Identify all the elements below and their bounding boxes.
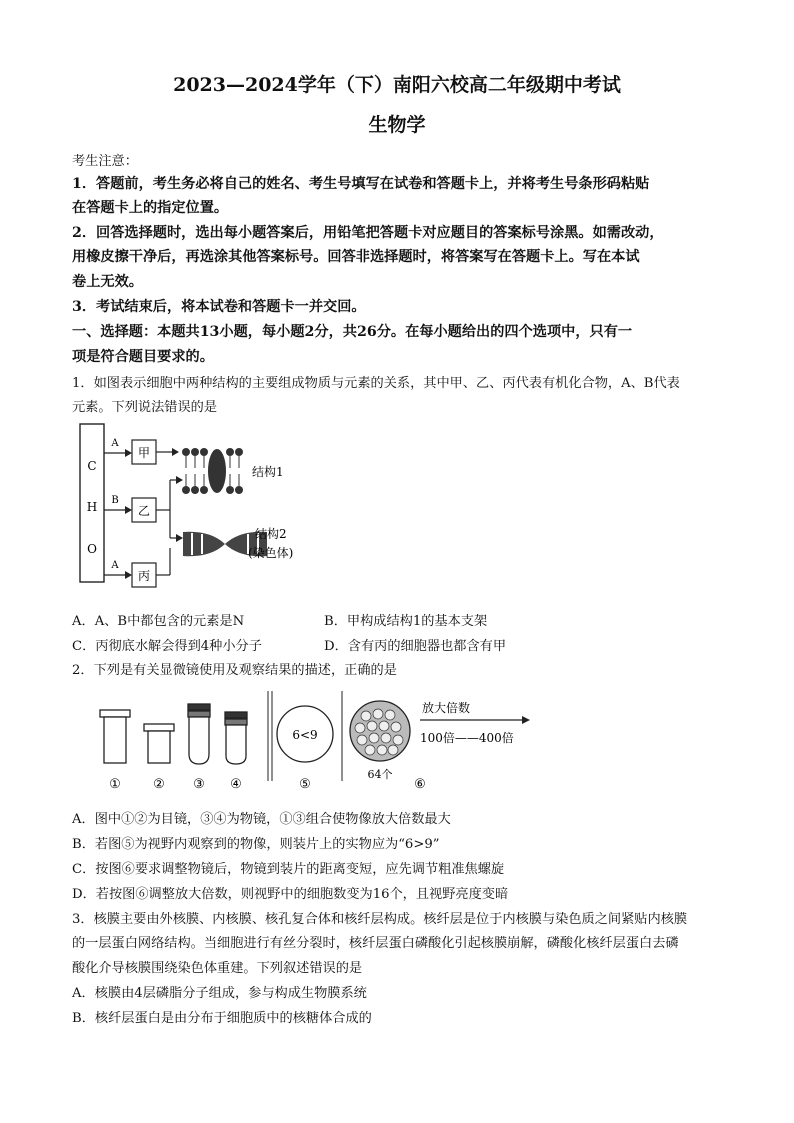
notice-heading: 考生注意：	[72, 154, 138, 169]
eyepiece-short-icon	[144, 724, 174, 763]
q2-figure	[90, 686, 540, 796]
notice-line: 用橡皮擦干净后，再选涂其他答案标号。回答非选择题时，将答案写在答题卡上。写在本试	[72, 249, 640, 265]
q2-option-d: D．若按图⑥调整放大倍数，则视野中的细胞数变为16个，且视野亮度变暗	[72, 887, 509, 902]
element-h: H	[86, 500, 98, 514]
subject-title: 生物学	[368, 114, 426, 136]
q3-option-a: A．核膜由4层磷脂分子组成，参与构成生物膜系统	[72, 986, 367, 1001]
label-2: ②	[153, 777, 165, 792]
label-6: ⑥	[414, 777, 426, 792]
section-heading: 一、选择题：本题共13小题，每小题2分，共26分。在每小题给出的四个选项中，只有一	[72, 324, 633, 340]
q3-stem: 酸化介导核膜围绕染色体重建。下列叙述错误的是	[72, 961, 363, 976]
q1-stem: 元素。下列说法错误的是	[72, 400, 218, 415]
notice-line: 在答题卡上的指定位置。	[72, 200, 229, 216]
label-4: ④	[230, 777, 242, 792]
notice-line: 2．回答选择题时，选出每小题答案后，用铅笔把答题卡对应题目的答案标号涂黑。如需改动，	[72, 225, 664, 241]
compound-bing: 丙	[137, 569, 151, 583]
compound-jia: 甲	[137, 446, 151, 460]
structure2-note: (染色体)	[248, 546, 294, 560]
q1-option-c: C．丙彻底水解会得到4种小分子	[72, 639, 262, 654]
label-5: ⑤	[299, 777, 311, 792]
q2-option-c: C．按图⑥要求调整物镜后，物镜到装片的距离变短，应先调节粗准焦螺旋	[72, 862, 505, 877]
notice-line: 1．答题前，考生务必将自己的姓名、考生号填写在试卷和答题卡上，并将考生号条形码粘贴	[72, 176, 650, 192]
structure2-label: 结构2	[255, 527, 287, 541]
q3-stem: 3．核膜主要由外核膜、内核膜、核孔复合体和核纤层构成。核纤层是位于内核膜与染色质之间紧贴内核膜	[72, 912, 688, 927]
q3-option-b: B．核纤层蛋白是由分布于细胞质中的核糖体合成的	[72, 1011, 372, 1026]
section-heading: 项是符合题目要求的。	[72, 349, 214, 365]
q2-option-b: B．若图⑤为视野内观察到的物像，则装片上的实物应为“6>9”	[72, 837, 440, 852]
notice-line: 3．考试结束后，将本试卷和答题卡一并交回。	[72, 299, 366, 315]
structure1-label: 结构1	[252, 465, 284, 479]
magnify-change: 100倍——400倍	[420, 731, 514, 745]
q2-stem: 2．下列是有关显微镜使用及观察结果的描述，正确的是	[72, 663, 397, 678]
q1-figure	[70, 420, 330, 590]
circle5-text: 6<9	[292, 728, 318, 742]
q1-stem: 1．如图表示细胞中两种结构的主要组成物质与元素的关系，其中甲、乙、丙代表有机化合物，A、B代表	[72, 376, 680, 391]
compound-yi: 乙	[137, 504, 151, 518]
magnify-label: 放大倍数	[422, 701, 471, 715]
q2-option-a: A．图中①②为目镜，③④为物镜，①③组合使物像放大倍数最大	[72, 812, 451, 827]
cells-field-icon	[350, 701, 410, 761]
eyepiece-long-icon	[100, 710, 130, 763]
element-o: O	[87, 542, 97, 556]
q1-option-b: B．甲构成结构1的基本支架	[324, 614, 488, 629]
q3-stem: 的一层蛋白网络结构。当细胞进行有丝分裂时，核纤层蛋白磷酸化引起核膜崩解，磷酸化核纤层蛋白去磷	[72, 936, 679, 951]
count-label: 64个	[367, 768, 393, 781]
arrow-label-a2: A	[111, 560, 119, 571]
q1-option-a: A．A、B中都包含的元素是N	[72, 614, 245, 629]
objective-long-icon	[188, 704, 210, 764]
objective-short-icon	[225, 712, 247, 764]
arrow-label-b: B	[111, 495, 119, 506]
q1-option-d: D．含有丙的细胞器也都含有甲	[324, 639, 507, 654]
label-1: ①	[109, 777, 121, 792]
label-3: ③	[193, 777, 205, 792]
notice-line: 卷上无效。	[72, 274, 143, 290]
membrane-icon	[182, 448, 243, 494]
element-c: C	[87, 459, 97, 473]
arrow-label-a: A	[111, 438, 119, 449]
exam-title: 2023—2024学年（下）南阳六校高二年级期中考试	[173, 74, 621, 96]
